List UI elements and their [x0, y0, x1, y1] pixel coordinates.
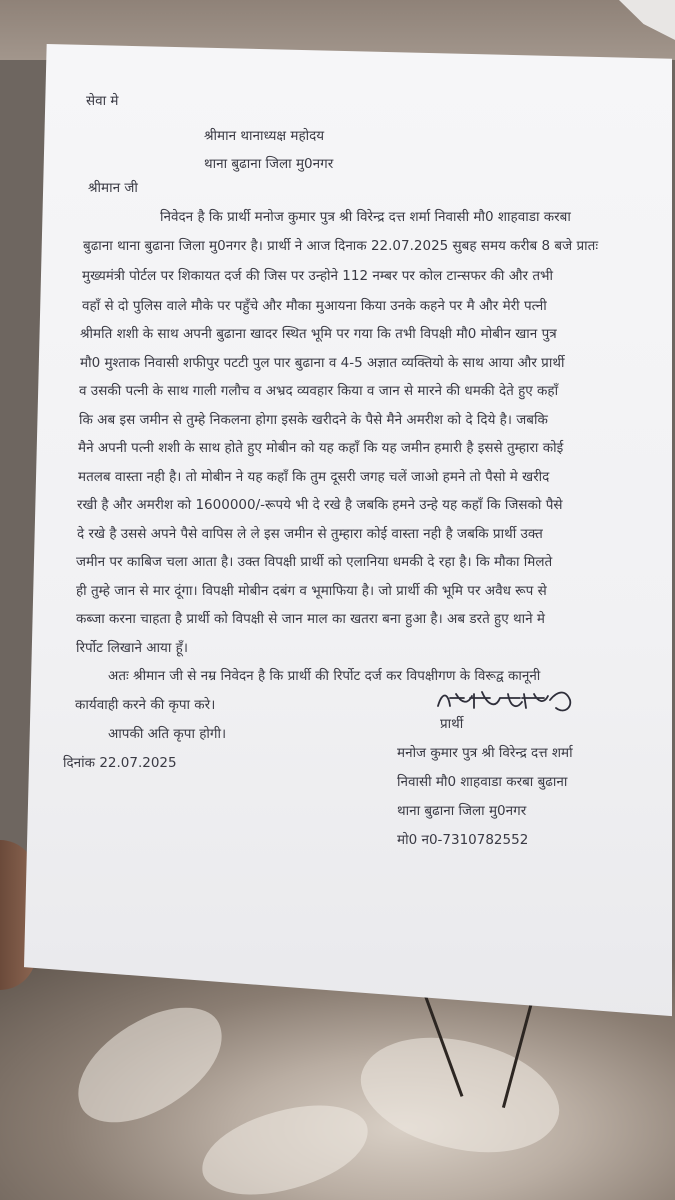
- signature: [434, 684, 594, 720]
- applicant-label: प्रार्थी: [440, 716, 464, 732]
- body-line: मौ0 मुश्ताक निवासी शफीपुर पटटी पुल पार बुढाना व 4-5 अज्ञात व्यक्तियो के साथ आया और प्रार्थी: [80, 355, 565, 371]
- body-line: कब्जा करना चाहता है प्रार्थी को विपक्षी से जान माल का खतरा बना हुआ है। अब डरते हुए थाने मे: [76, 611, 545, 627]
- sender-name: मनोज कुमार पुत्र श्री विरेन्द्र दत्त शर्मा: [397, 745, 573, 761]
- signature-scribble: [434, 684, 594, 720]
- body-line: निवेदन है कि प्रार्थी मनोज कुमार पुत्र श्री विरेन्द्र दत्त शर्मा निवासी मौ0 शाहवाडा करबा: [160, 209, 571, 225]
- sender-mobile: मो0 न0-7310782552: [397, 832, 529, 848]
- body-line: ही तुम्हे जान से मार दूंगा। विपक्षी मोबीन दबंग व भूमाफिया है। जो प्रार्थी की भूमि पर अवैध रूप से: [76, 583, 547, 599]
- body-line: श्रीमति शशी के साथ अपनी बुढाना खादर स्थित भूमि पर गया कि तभी विपक्षी मौ0 मोबीन खान पुत्र: [80, 326, 557, 342]
- request-line: अतः श्रीमान जी से नम्र निवेदन है कि प्रार्थी की रिर्पोट दर्ज कर विपक्षीगण के विरूद्व कानूनी: [108, 668, 541, 684]
- body-line: व उसकी पत्नी के साथ गाली गलौच व अभ्रद व्यवहार किया व जान से मारने की धमकी देते हुए कहाँ: [79, 383, 559, 399]
- body-line: मतलब वास्ता नही है। तो मोबीन ने यह कहाँ कि तुम दूसरी जगह चलें जाओ हमने तो पैसो मे खरीद: [78, 469, 550, 485]
- recipient-address: थाना बुढाना जिला मु0नगर: [204, 156, 334, 172]
- salutation-to: सेवा मे: [86, 93, 119, 109]
- recipient-title: श्रीमान थानाध्यक्ष महोदय: [204, 128, 325, 144]
- sender-address: निवासी मौ0 शाहवाडा करबा बुढाना: [397, 774, 568, 790]
- closing-line: आपकी अति कृपा होगी।: [108, 726, 227, 742]
- body-line: वहाँ से दो पुलिस वाले मौके पर पहुँचे और मौका मुआयना किया उनके कहने पर मै और मेरी पत्नी: [82, 298, 547, 314]
- body-line: मैने अपनी पत्नी शशी के साथ होते हुए मोबीन को यह कहाँ कि यह जमीन हमारी है इससे तुम्हारा कोई: [78, 440, 564, 456]
- body-line: दे रखे है उससे अपने पैसे वापिस ले ले इस जमीन से तुम्हारा कोई वास्ता नही है जबकि प्रार्थी उक्त: [77, 526, 543, 542]
- request-line: कार्यवाही करने की कृपा करे।: [75, 697, 216, 713]
- body-line: बुढाना थाना बुढाना जिला मु0नगर है। प्रार्थी ने आज दिनाक 22.07.2025 सुबह समय करीब 8 बजे प्रातः: [83, 238, 599, 254]
- body-line: मुख्यमंत्री पोर्टल पर शिकायत दर्ज की जिस पर उन्होने 112 नम्बर पर कोल टान्सफर की और तभी: [82, 268, 553, 284]
- body-line: रखी है और अमरीश को 1600000/-रूपये भी दे रखे है जबकि हमने उन्हे यह कहाँ कि जिसको पैसे: [77, 497, 563, 513]
- body-line: कि अब इस जमीन से तुम्हे निकलना होगा इसके खरीदने के पैसे मैने अमरीश को दे दिये है। जबकि: [79, 412, 548, 428]
- date-line: दिनांक 22.07.2025: [63, 755, 177, 771]
- body-line: जमीन पर काबिज चला आता है। उक्त विपक्षी प्रार्थी को एलानिया धमकी दे रहा है। कि मौका मिलते: [76, 554, 553, 570]
- body-line: रिर्पोट लिखाने आया हूँ।: [76, 640, 188, 656]
- sender-police-station: थाना बुढाना जिला मु0नगर: [397, 803, 527, 819]
- greeting: श्रीमान जी: [88, 180, 138, 196]
